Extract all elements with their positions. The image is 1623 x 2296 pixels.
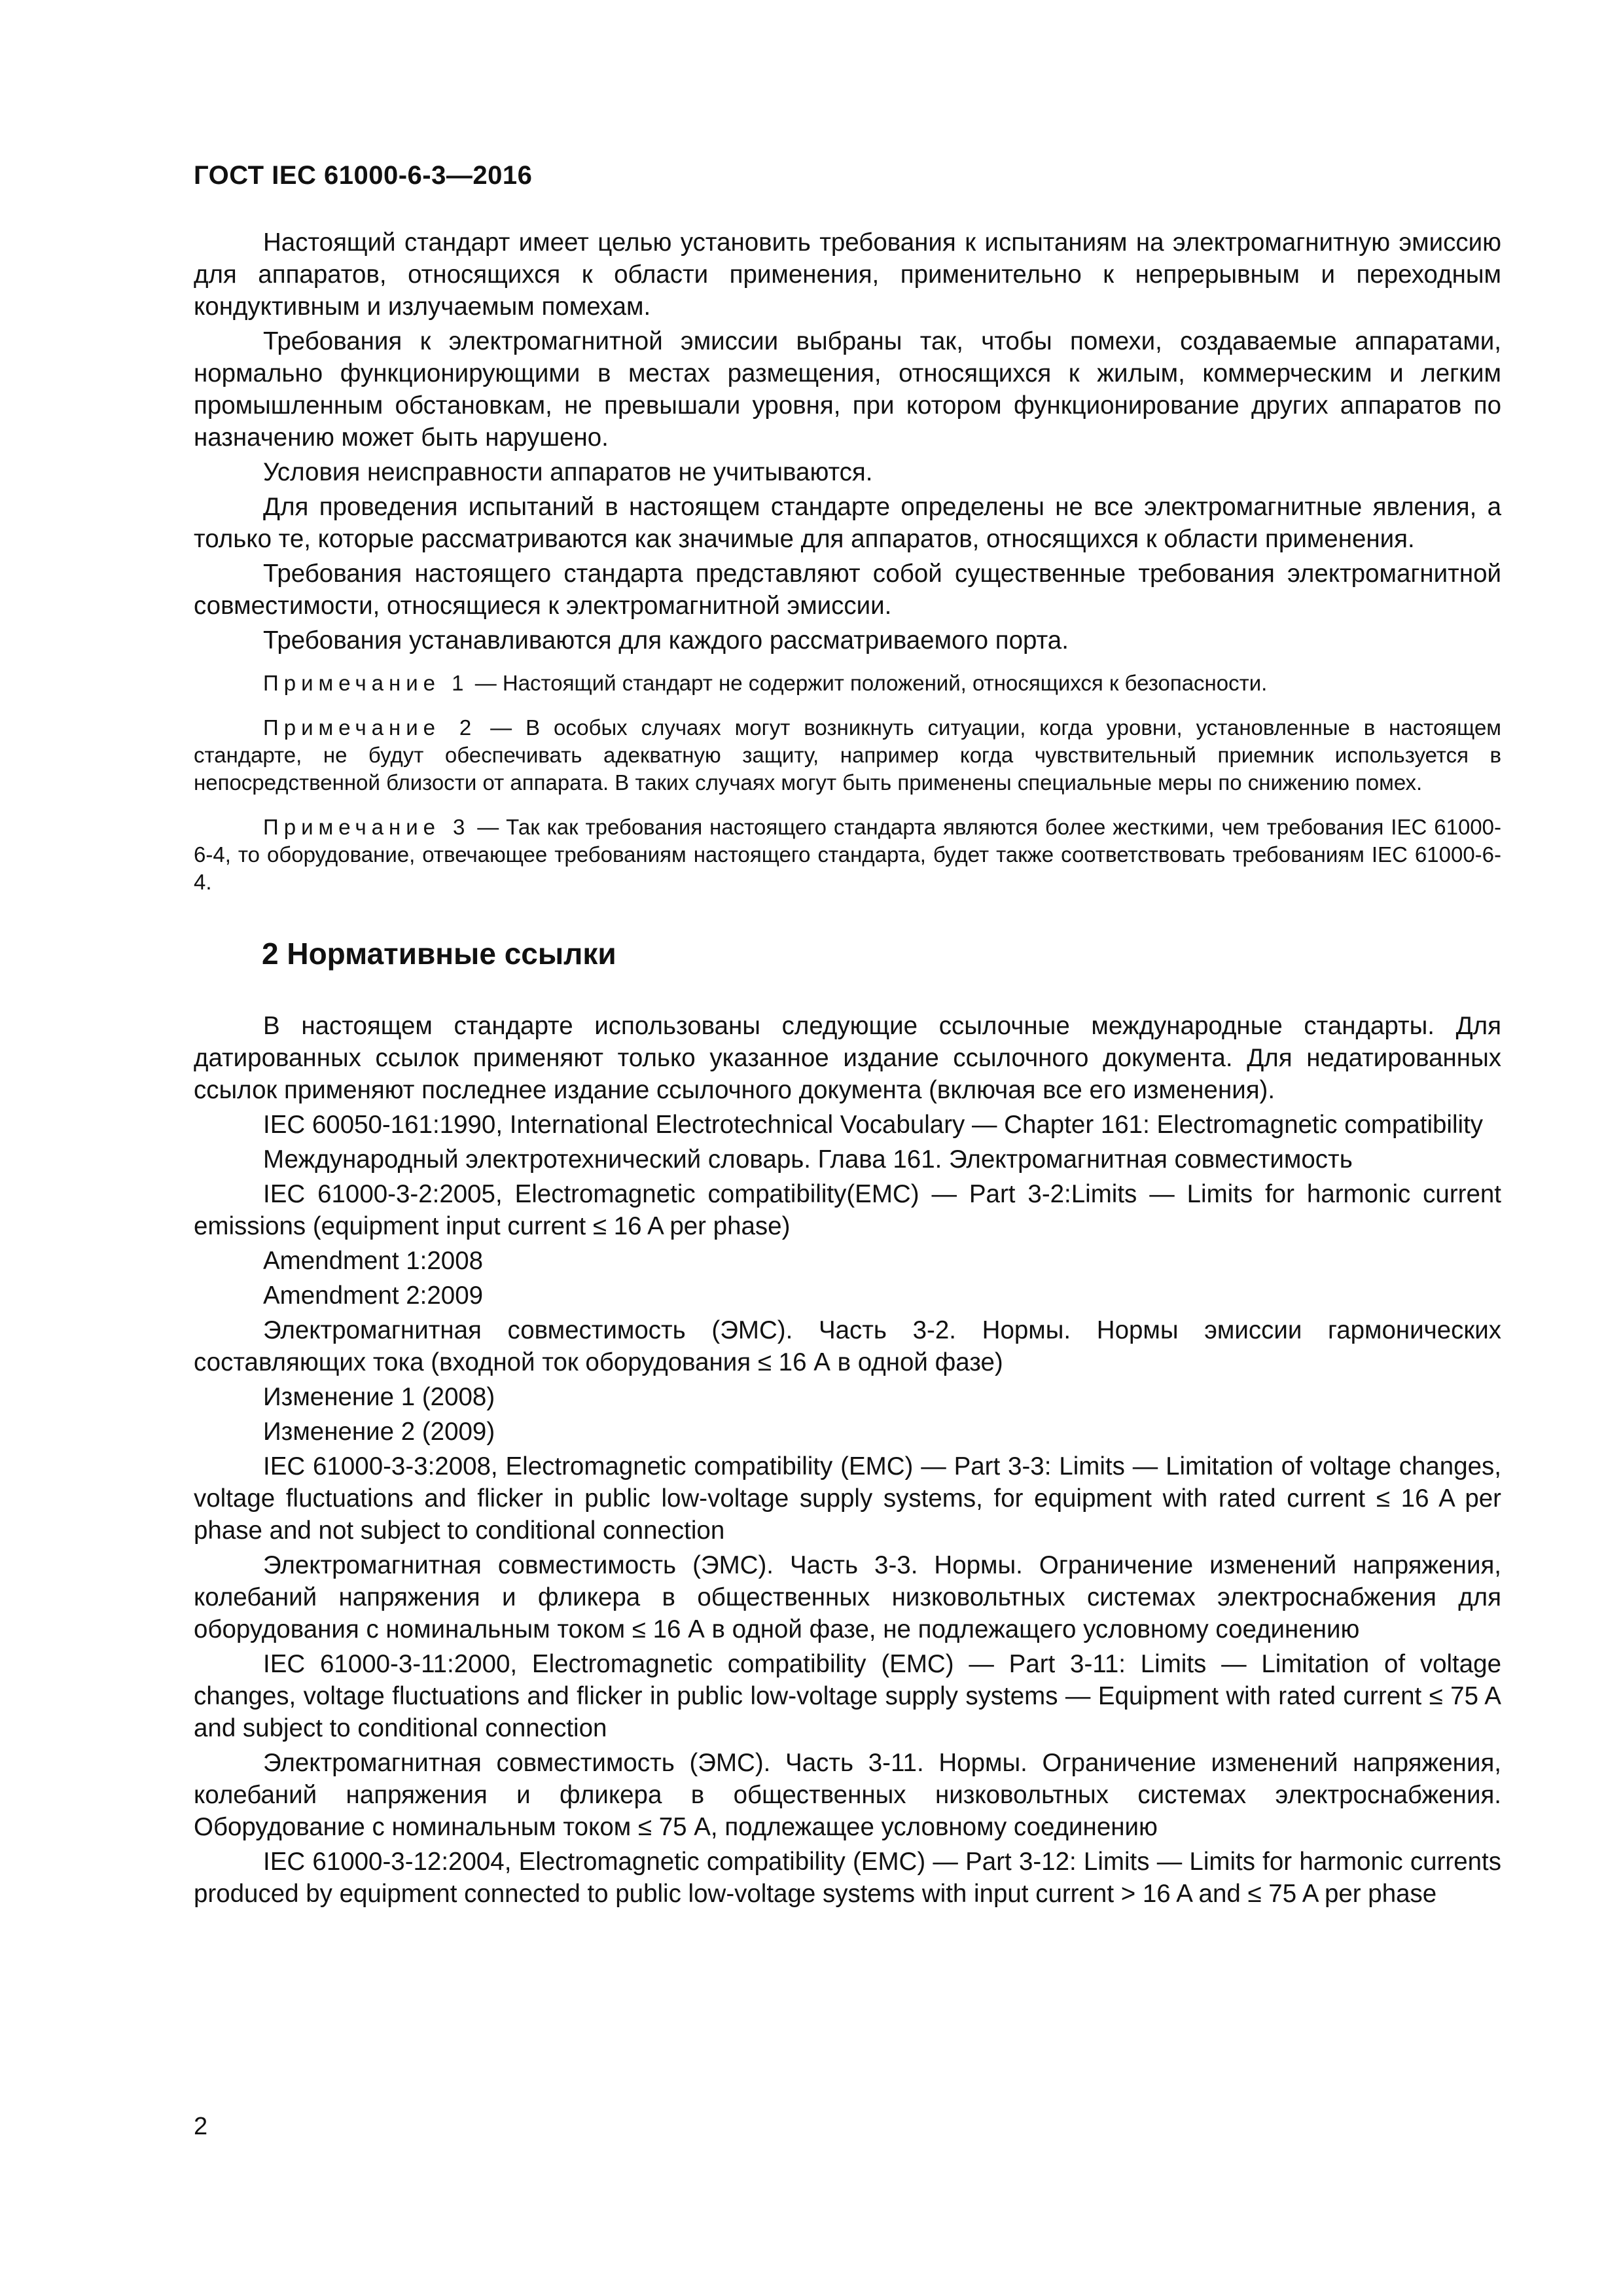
note-text: — Настоящий стандарт не содержит положений, относящихся к безопасности.: [469, 671, 1268, 695]
reference-item: Электромагнитная совместимость (ЭМС). Часть 3-11. Нормы. Ограничение изменений напряжения, колебаний напряжения и фликера в общественных низковольтных системах электроснабжения. Оборудование с номинальным током ≤ 75 А, подлежащее условному соединению: [194, 1749, 1501, 1841]
intro-paragraph: Для проведения испытаний в настоящем стандарте определены не все электромагнитные явления, а только те, которые рассматриваются как значимые для аппаратов, относящихся к области применения.: [194, 493, 1501, 553]
intro-paragraph: Условия неисправности аппаратов не учитываются.: [263, 458, 873, 486]
note-label: Примечание 1: [263, 671, 469, 695]
page-content: [194, 226, 1501, 1912]
reference-item: Электромагнитная совместимость (ЭМС). Часть 3-3. Нормы. Ограничение изменений напряжения, колебаний напряжения и фликера в общественных низковольтных системах электроснабжения для оборудования с номинальным током ≤ 16 А в одной фазе, не подлежащего условному соединению: [194, 1551, 1501, 1643]
note-text: — Так как требования настоящего стандарта являются более жесткими, чем требования IEC 61000-6-4, то оборудование, отвечающее требованиям настоящего стандарта, будет также соответствовать требованиям IEC 61000-6-4.: [194, 815, 1502, 894]
intro-paragraph: Требования настоящего стандарта представляют собой существенные требования электромагнитной совместимости, относящиеся к электромагнитной эмиссии.: [194, 560, 1501, 620]
note-label: Примечание 3: [263, 815, 471, 839]
reference-item: Amendment 1:2008: [263, 1247, 484, 1275]
reference-item: Электромагнитная совместимость (ЭМС). Часть 3-2. Нормы. Нормы эмиссии гармонических составляющих тока (входной ток оборудования ≤ 16 А в одной фазе): [194, 1316, 1501, 1376]
page-header-standard-title: ГОСТ IEC 61000-6-3—2016: [194, 161, 533, 190]
note-label: Примечание 2: [263, 715, 477, 740]
intro-paragraph: Настоящий стандарт имеет целью установить требования к испытаниям на электромагнитную эмиссию для аппаратов, относящихся к области применения, применительно к непрерывным и переходным кондуктивным и излучаемым помехам.: [194, 228, 1501, 321]
reference-item: IEC 61000-3-12:2004, Electromagnetic compatibility (EMC) — Part 3-12: Limits — Limits for harmonic currents produced by equipment connected to public low-voltage systems with input current > 16 A and ≤ 75 A per phase: [194, 1848, 1501, 1908]
reference-item: IEC 61000-3-2:2005, Electromagnetic compatibility(EMC) — Part 3-2:Limits — Limits for harmonic current emissions (equipment input current ≤ 16 A per phase): [194, 1180, 1501, 1240]
reference-item: IEC 61000-3-11:2000, Electromagnetic compatibility (EMC) — Part 3-11: Limits — Limitation of voltage changes, voltage fluctuations and flicker in public low-voltage supply systems — Equipment with rated current ≤ 75 A and subject to conditional connection: [194, 1650, 1501, 1742]
reference-item: IEC 60050-161:1990, International Electrotechnical Vocabulary — Chapter 161: Electromagnetic compatibility: [263, 1111, 1484, 1139]
note-1: [194, 670, 1501, 697]
reference-item: Amendment 2:2009: [263, 1282, 484, 1310]
reference-paragraph: В настоящем стандарте использованы следующие ссылочные международные стандарты. Для датированных ссылок применяют только указанное издание ссылочного документа. Для недатированных ссылок применяют последнее издание ссылочного документа (включая все его изменения).: [194, 1012, 1501, 1104]
section-heading-normative-references: 2 Нормативные ссылки: [262, 937, 616, 971]
note-3: [194, 814, 1501, 896]
reference-item: Изменение 2 (2009): [263, 1418, 495, 1446]
reference-item: IEC 61000-3-3:2008, Electromagnetic compatibility (EMC) — Part 3-3: Limits — Limitation of voltage changes, voltage fluctuations and flicker in public low-voltage supply systems, for equipment with rated current ≤ 16 A per phase and not subject to conditional connection: [194, 1452, 1501, 1545]
reference-item: Международный электротехнический словарь. Глава 161. Электромагнитная совместимость: [263, 1145, 1353, 1174]
note-2: [194, 714, 1501, 797]
note-text: — В особых случаях могут возникнуть ситуации, когда уровни, установленные в настоящем стандарте, не будут обеспечивать адекватную защиту, например когда чувствительный приемник используется в непосредственной близости от аппарата. В таких случаях могут быть применены специальные меры по снижению помех.: [194, 715, 1501, 795]
intro-paragraph: Требования к электромагнитной эмиссии выбраны так, чтобы помехи, создаваемые аппаратами, нормально функционирующими в местах размещения, относящихся к жилым, коммерческим и легким промышленным обстановкам, не превышали уровня, при котором функционирование других аппаратов по назначению может быть нарушено.: [194, 327, 1501, 452]
page-number: 2: [194, 2113, 208, 2140]
intro-paragraph: Требования устанавливаются для каждого рассматриваемого порта.: [263, 626, 1069, 655]
reference-item: Изменение 1 (2008): [263, 1383, 495, 1411]
